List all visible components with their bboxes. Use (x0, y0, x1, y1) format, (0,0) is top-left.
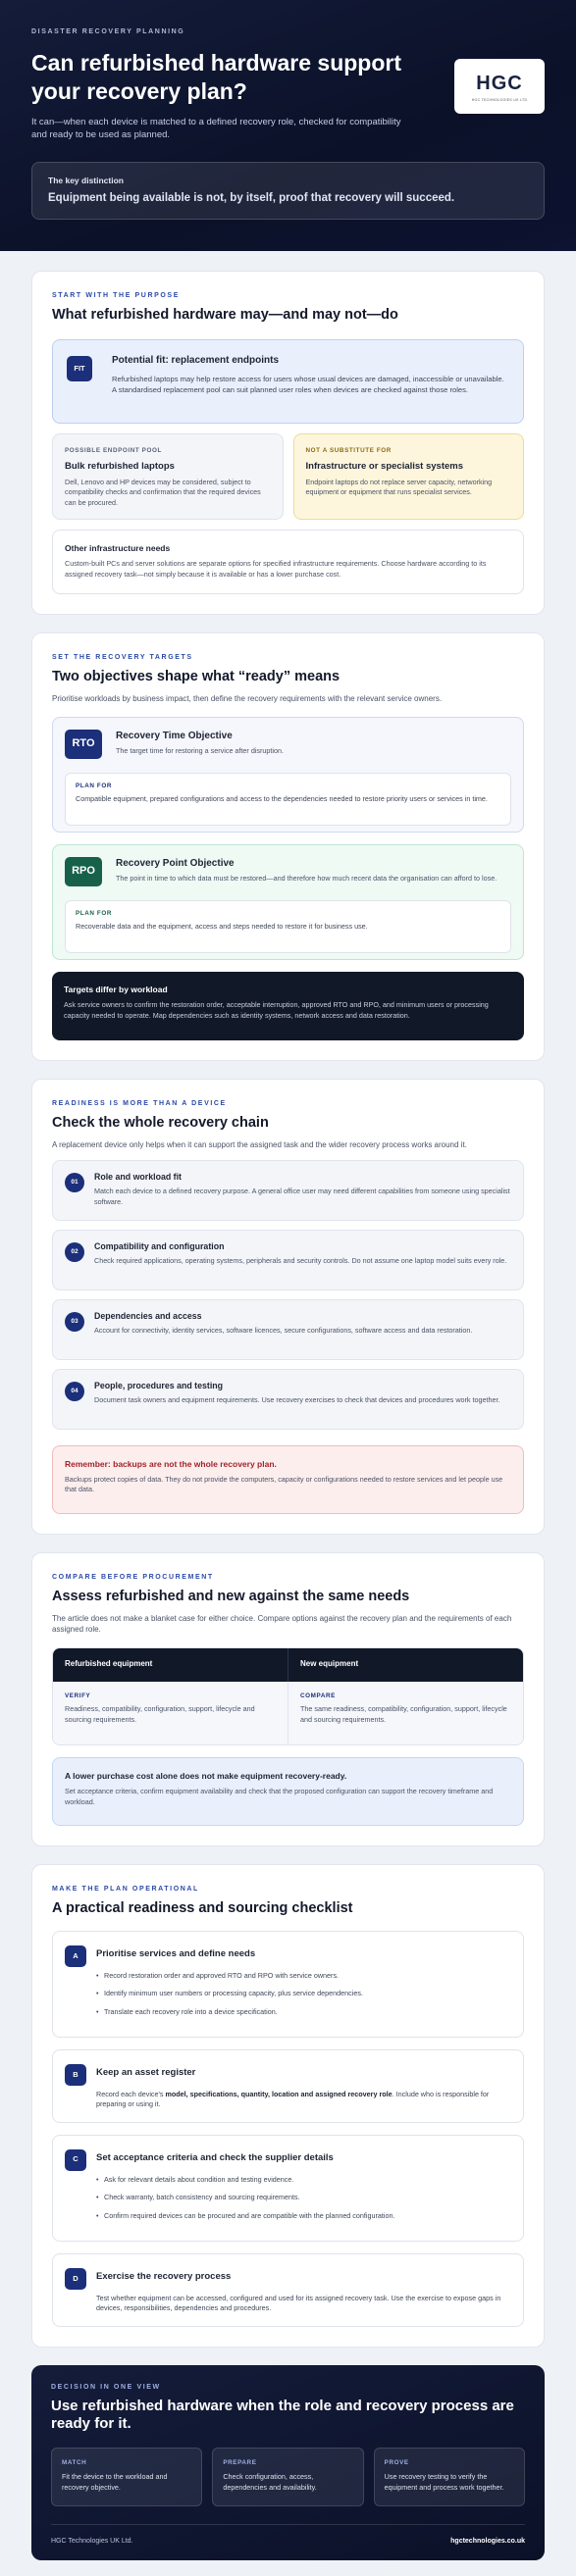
list-item: • Translate each recovery role into a device specification. (96, 2007, 511, 2017)
chain-step (52, 1230, 524, 1290)
remember-title: Remember: backups are not the whole recovery plan. (65, 1458, 277, 1469)
box-text: Use recovery testing to verify the equipment and process work together. (384, 2472, 504, 2492)
plan-text: Compatible equipment, prepared configurations and access to the dependencies needed to restore priority users or services in time. (76, 794, 488, 804)
company-name: HGC Technologies UK Ltd. (51, 2538, 133, 2546)
pool-title: Bulk refurbished laptops (65, 461, 175, 473)
section-eyebrow: SET THE RECOVERY TARGETS (52, 654, 193, 662)
list-item: • Ask for relevant details about condition and testing evidence. (96, 2175, 511, 2185)
box-text: Check configuration, access, dependencies and availability. (223, 2472, 317, 2492)
checklist-item-c (52, 2135, 524, 2242)
checklist-item-a (52, 1931, 524, 2038)
fit-box (52, 339, 524, 424)
rto-text: The target time for restoring a service after disruption. (116, 746, 284, 756)
list-item: • Check warranty, batch consistency and sourcing requirements. (96, 2193, 511, 2202)
rto-title: Recovery Time Objective (116, 730, 233, 741)
step-title: People, procedures and testing (94, 1380, 224, 1390)
chain-section (31, 1079, 545, 1535)
item-letter: C (65, 2149, 86, 2171)
rpo-text: The point in time to which data must be restored—and therefore how much recent data the organisation can afford to lose. (116, 874, 497, 884)
differ-title: Targets differ by workload (64, 984, 168, 994)
rto-plan-box (65, 773, 511, 826)
cost-text: Set acceptance criteria, confirm equipment availability and check that the proposed configuration can support the recovery timeframe and workload. (65, 1787, 494, 1806)
item-title: Set acceptance criteria and check the supplier details (96, 2151, 334, 2163)
differ-text: Ask service owners to confirm the restoration order, acceptable interruption, approved RTO and RPO, and minimum users or processing capacity needed to operate. Map dependencies such as identity systems, network access and data restoration. (64, 1000, 489, 1020)
table-cell-refurbished (53, 1682, 288, 1744)
section-title: Assess refurbished and new against the same needs (52, 1588, 410, 1604)
item-text-emphasis: model, specifications, quantity, location and assigned recovery role (165, 2090, 393, 2098)
item-title: Keep an asset register (96, 2067, 196, 2079)
plan-text: Recoverable data and the equipment, access and steps needed to restore it for business use. (76, 922, 368, 932)
logo-mark: HGC (476, 72, 523, 94)
key-distinction-text: Equipment being available is not, by itself, proof that recovery will succeed. (48, 192, 455, 205)
footer (51, 2524, 525, 2547)
pool-comparison (52, 433, 524, 520)
item-title: Exercise the recovery process (96, 2270, 232, 2282)
item-text (96, 2090, 511, 2110)
plan-label: PLAN FOR (76, 782, 112, 789)
chain-step (52, 1369, 524, 1430)
chain-step (52, 1299, 524, 1360)
other-text: Custom-built PCs and server solutions are separate options for specified infrastructure requirements. Choose hardware according to its assigned recovery task—not simply because it is available or has a lower purchase cost. (65, 559, 487, 579)
other-infrastructure-box (52, 530, 524, 594)
targets-differ-box (52, 972, 524, 1040)
fit-title: Potential fit: replacement endpoints (112, 355, 280, 367)
pool-text: Dell, Lenovo and HP devices may be considered, subject to compatibility checks and confirmation that the required devices can be procured. (65, 478, 261, 507)
step-text: Match each device to a defined recovery purpose. A general office user may need different capabilities from someone using specialist software. (94, 1187, 510, 1206)
cost-note-box (52, 1757, 524, 1826)
step-text: Account for connectivity, identity services, software licences, secure configurations, software access and data restoration. (94, 1326, 473, 1336)
company-logo (454, 59, 545, 114)
rto-card (52, 717, 524, 833)
section-title: Two objectives shape what “ready” means (52, 669, 340, 685)
section-title: A practical readiness and sourcing checklist (52, 1900, 353, 1917)
decision-boxes (51, 2448, 525, 2506)
targets-section (31, 632, 545, 1061)
checklist-item-b (52, 2049, 524, 2123)
checklist-item-d (52, 2253, 524, 2327)
decision-box-prove (374, 2448, 525, 2506)
comparison-table (52, 1647, 524, 1745)
decision-section (31, 2365, 545, 2561)
notsub-title: Infrastructure or specialist systems (305, 461, 464, 473)
item-text-end: . Include who is responsible for preparing or using it. (96, 2090, 490, 2109)
remember-text: Backups protect copies of data. They do not provide the computers, capacity or configurations needed to restore services and let people use that data. (65, 1474, 503, 1494)
not-substitute-box (293, 433, 525, 520)
cell-text: The same readiness, compatibility, configuration, support, lifecycle and sourcing requirements. (300, 1704, 507, 1724)
hero-header (0, 0, 576, 251)
section-intro: A replacement device only helps when it can support the assigned task and the wider recovery process works around it. (52, 1140, 467, 1150)
list-item: • Record restoration order and approved RTO and RPO with service owners. (96, 1971, 511, 1981)
step-number: 01 (65, 1173, 84, 1192)
step-number: 03 (65, 1312, 84, 1332)
item-title: Prioritise services and define needs (96, 1948, 256, 1960)
section-title: Check the whole recovery chain (52, 1115, 269, 1132)
key-distinction-box (31, 162, 545, 220)
decision-title: Use refurbished hardware when the role and recovery process are ready for it. (51, 2397, 514, 2433)
cost-title: A lower purchase cost alone does not make equipment recovery-ready. (65, 1771, 347, 1781)
section-eyebrow: READINESS IS MORE THAN A DEVICE (52, 1099, 227, 1107)
logo-subtitle: HGC TECHNOLOGIES UK LTD (471, 97, 528, 102)
item-text-start: Record each device's (96, 2090, 166, 2098)
section-intro: Prioritise workloads by business impact, then define the recovery requirements with the relevant service owners. (52, 694, 443, 704)
step-text: Document task owners and equipment requirements. Use recovery exercises to check that devices and procedures work together. (94, 1395, 500, 1405)
hero-lede: It can—when each device is matched to a defined recovery role, checked for compatibility and ready to be used as planned. (31, 116, 401, 141)
section-eyebrow: DECISION IN ONE VIEW (51, 2383, 161, 2391)
plan-label: PLAN FOR (76, 909, 112, 917)
other-title: Other infrastructure needs (65, 543, 171, 554)
rpo-card (52, 844, 524, 960)
website-link[interactable]: hgctechnologies.co.uk (450, 2538, 525, 2546)
item-text: Test whether equipment can be accessed, configured and used for its assigned recovery task. Use the exercise to expose gaps in devices, responsibilities, dependencies and procedures. (96, 2293, 501, 2313)
item-list (96, 2175, 511, 2221)
key-distinction-label: The key distinction (48, 176, 124, 186)
cell-label: COMPARE (300, 1692, 336, 1699)
item-list (96, 1971, 511, 2017)
endpoint-pool-box (52, 433, 284, 520)
section-eyebrow: START WITH THE PURPOSE (52, 292, 180, 299)
main-content (0, 251, 576, 2560)
purpose-section (31, 271, 545, 615)
step-number: 04 (65, 1382, 84, 1401)
item-letter: D (65, 2268, 86, 2290)
column-header-new: New equipment (288, 1648, 523, 1682)
table-cell-new (288, 1682, 523, 1744)
decision-box-prepare (212, 2448, 363, 2506)
checklist-section (31, 1864, 545, 2348)
pool-label: POSSIBLE ENDPOINT POOL (65, 447, 162, 455)
compare-section (31, 1552, 545, 1846)
item-letter: A (65, 1945, 86, 1967)
rpo-badge: RPO (65, 857, 102, 886)
list-item: • Identify minimum user numbers or processing capacity, plus service dependencies. (96, 1989, 511, 1998)
page-title: Can refurbished hardware support your recovery plan? (31, 50, 402, 104)
item-letter: B (65, 2064, 86, 2086)
table-row (53, 1682, 523, 1744)
box-label: PROVE (384, 2459, 409, 2467)
rpo-title: Recovery Point Objective (116, 857, 235, 869)
fit-text: Refurbished laptops may help restore access for users whose usual devices are damaged, inaccessible or unavailable. A standardised replacement pool can suit planned user roles when devices are checked against those roles. (112, 374, 504, 394)
rpo-plan-box (65, 900, 511, 953)
step-title: Compatibility and configuration (94, 1240, 225, 1251)
hero-eyebrow: DISASTER RECOVERY PLANNING (31, 28, 185, 35)
chain-step (52, 1160, 524, 1221)
step-text: Check required applications, operating systems, peripherals and security controls. Do not assume one laptop model suits every role. (94, 1256, 507, 1266)
cell-label: VERIFY (65, 1692, 91, 1699)
section-eyebrow: COMPARE BEFORE PROCUREMENT (52, 1573, 214, 1581)
step-title: Role and workload fit (94, 1171, 182, 1182)
backup-warning-box (52, 1445, 524, 1514)
box-label: PREPARE (223, 2459, 257, 2467)
step-number: 02 (65, 1242, 84, 1262)
rto-badge: RTO (65, 730, 102, 759)
notsub-label: NOT A SUBSTITUTE FOR (305, 447, 392, 455)
section-title: What refurbished hardware may—and may not—do (52, 307, 398, 324)
cell-text: Readiness, compatibility, configuration, support, lifecycle and sourcing requirements. (65, 1704, 255, 1724)
notsub-text: Endpoint laptops do not replace server capacity, networking equipment or equipment that runs specialist services. (305, 478, 493, 497)
box-label: MATCH (62, 2459, 87, 2467)
section-eyebrow: MAKE THE PLAN OPERATIONAL (52, 1886, 199, 1893)
list-item: • Confirm required devices can be procured and are compatible with the planned configuration. (96, 2211, 511, 2221)
box-text: Fit the device to the workload and recovery objective. (62, 2472, 168, 2492)
column-header-refurbished: Refurbished equipment (53, 1648, 288, 1682)
decision-box-match (51, 2448, 202, 2506)
step-title: Dependencies and access (94, 1310, 202, 1321)
section-intro: The article does not make a blanket case for either choice. Compare options against the recovery plan and the requirements of each assigned role. (52, 1613, 512, 1635)
fit-badge: FIT (67, 356, 92, 381)
table-header-row (53, 1648, 523, 1682)
